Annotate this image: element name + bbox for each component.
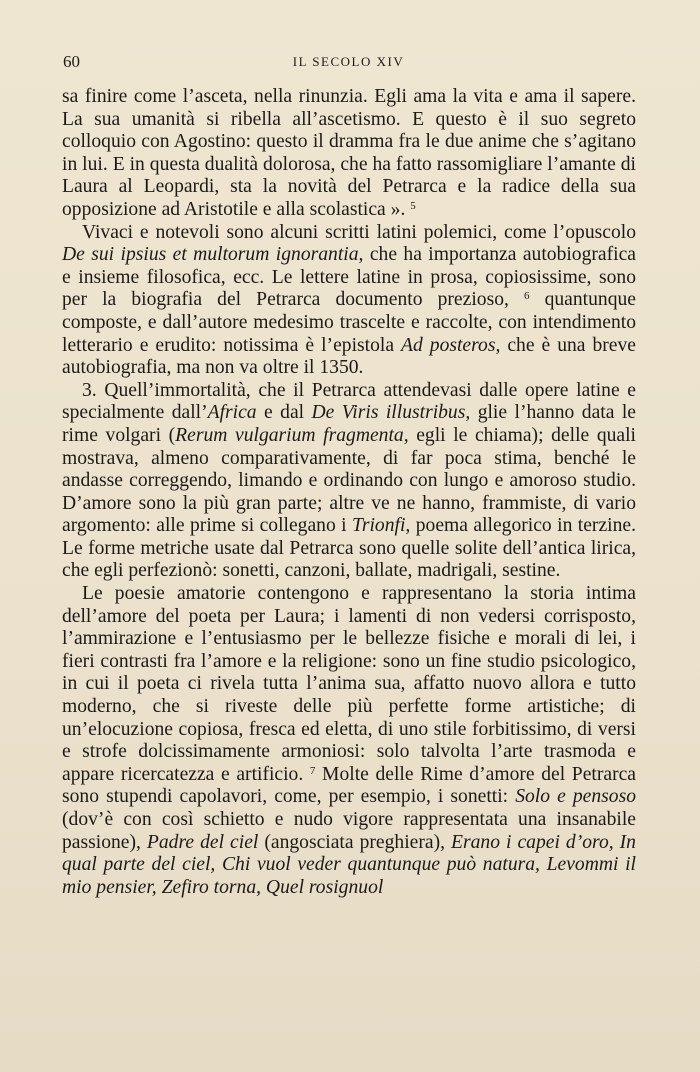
text-run: Le poesie amatorie contengono e rappresentano la storia intima dell’amore del poeta per Laura; i lamenti di non vedersi corrisposto, l’ammirazione e l’entusiasmo per le bellezze fisiche e morali di lei, i fieri contrasti fra l’amore e la religione: sono un fine studio psicologico, in cui il poeta ci rivela tutta l’anima sua, affatto nuovo allora e tutto moderno, che si riveste delle più perfette forme artistiche; di un’elocuzione copiosa, fresca ed eletta, di uno stile forbitissimo, di versi e strofe dolcissimamente armoniosi: solo talvolta l’arte trasmoda e appare ricercatezza e artificio. (62, 583, 636, 785)
running-title: IL SECOLO XIV (292, 54, 405, 69)
italic-title: De Viris illustribus, (311, 402, 471, 424)
italic-title: De sui ipsius et multorum ignorantia, (62, 244, 364, 266)
italic-title: Padre del ciel (146, 831, 259, 853)
text-run: 3. Quell’immortalità, che il Petrarca attendevasi dalle opere latine e specialmente dall’ (62, 379, 636, 424)
paragraph (62, 583, 636, 899)
text-run: Molte delle Rime d’amore del Petrarca sono stupendi capolavori, come, per esempio, i sonetti: (62, 763, 636, 808)
text-run: glie l’hanno data le rime volgari ( (62, 402, 636, 446)
text-run: (dov’è con così schietto e nudo vigore rappresentata una insanabile passione), (62, 809, 636, 853)
text-run: che ha importanza autobiografica e insieme filosofica, ecc. Le lettere latine in prosa, copiosissime, sono per la biografia del Petrarca documento prezioso, (62, 244, 636, 311)
paragraph (62, 380, 636, 583)
text-run: che è una breve autobiografia, ma non va oltre il 1350. (62, 334, 637, 379)
text-run: e dal (256, 402, 312, 424)
italic-title: Erano i capei d’oro, In qual parte del ciel, Chi vuol veder quantunque può natura, Levommi il mio pensier, Zefiro torna, Quel rosignuol (62, 831, 636, 898)
page-number: 60 (63, 52, 80, 71)
paragraph (62, 222, 636, 380)
italic-title: Ad posteros, (401, 334, 501, 356)
footnote-ref: 6 (523, 290, 530, 303)
italic-title: Africa (207, 402, 257, 424)
footnote-ref: 5 (410, 199, 416, 212)
text-run: Vivaci e notevoli sono alcuni scritti latini polemici, come l’opuscolo (82, 221, 636, 243)
footnote-ref: 7 (309, 764, 316, 777)
body-text (62, 86, 636, 899)
page-header (63, 52, 634, 76)
text-run: quantunque composte, e dall’autore medesimo trascelte e raccolte, con intendimento letterario e erudito: notissima è l’epistola (62, 289, 636, 356)
italic-title: Rerum vulgarium fragmenta, (175, 424, 409, 446)
italic-title: Trionfi, (352, 515, 411, 537)
text-run: sa finire come l’asceta, nella rinunzia. Egli ama la vita e ama il sapere. La sua umanità si ribella all’ascetismo. E questo è il suo segreto colloquio con Agostino: questo il dramma fra le due anime che s’agitano in lui. E in questa dualità dolorosa, che ha fatto rassomigliare l’amante di Laura al Leopardi, sta la novità del Petrarca e la radice della sua opposizione ad Aristotile e alla scolastica ». (62, 86, 636, 220)
paragraph (62, 86, 636, 222)
italic-title: Solo e pensoso (515, 786, 636, 808)
text-run: egli le chiama); delle quali mostrava, almeno comparativamente, di far poca stima, benché le andasse correggendo, limando e ordinando con lungo e amoroso studio. D’amore sono la più gran parte; altre ve ne hanno, frammiste, di vario argomento: alle prime si collegano i (62, 424, 637, 537)
text-run: poema allegorico in terzine. Le forme metriche usate dal Petrarca sono quelle solite dell’antica lirica, che egli perfezionò: sonetti, canzoni, ballate, madrigali, sestine. (62, 515, 636, 582)
text-run: (angosciata preghiera), (258, 831, 452, 853)
